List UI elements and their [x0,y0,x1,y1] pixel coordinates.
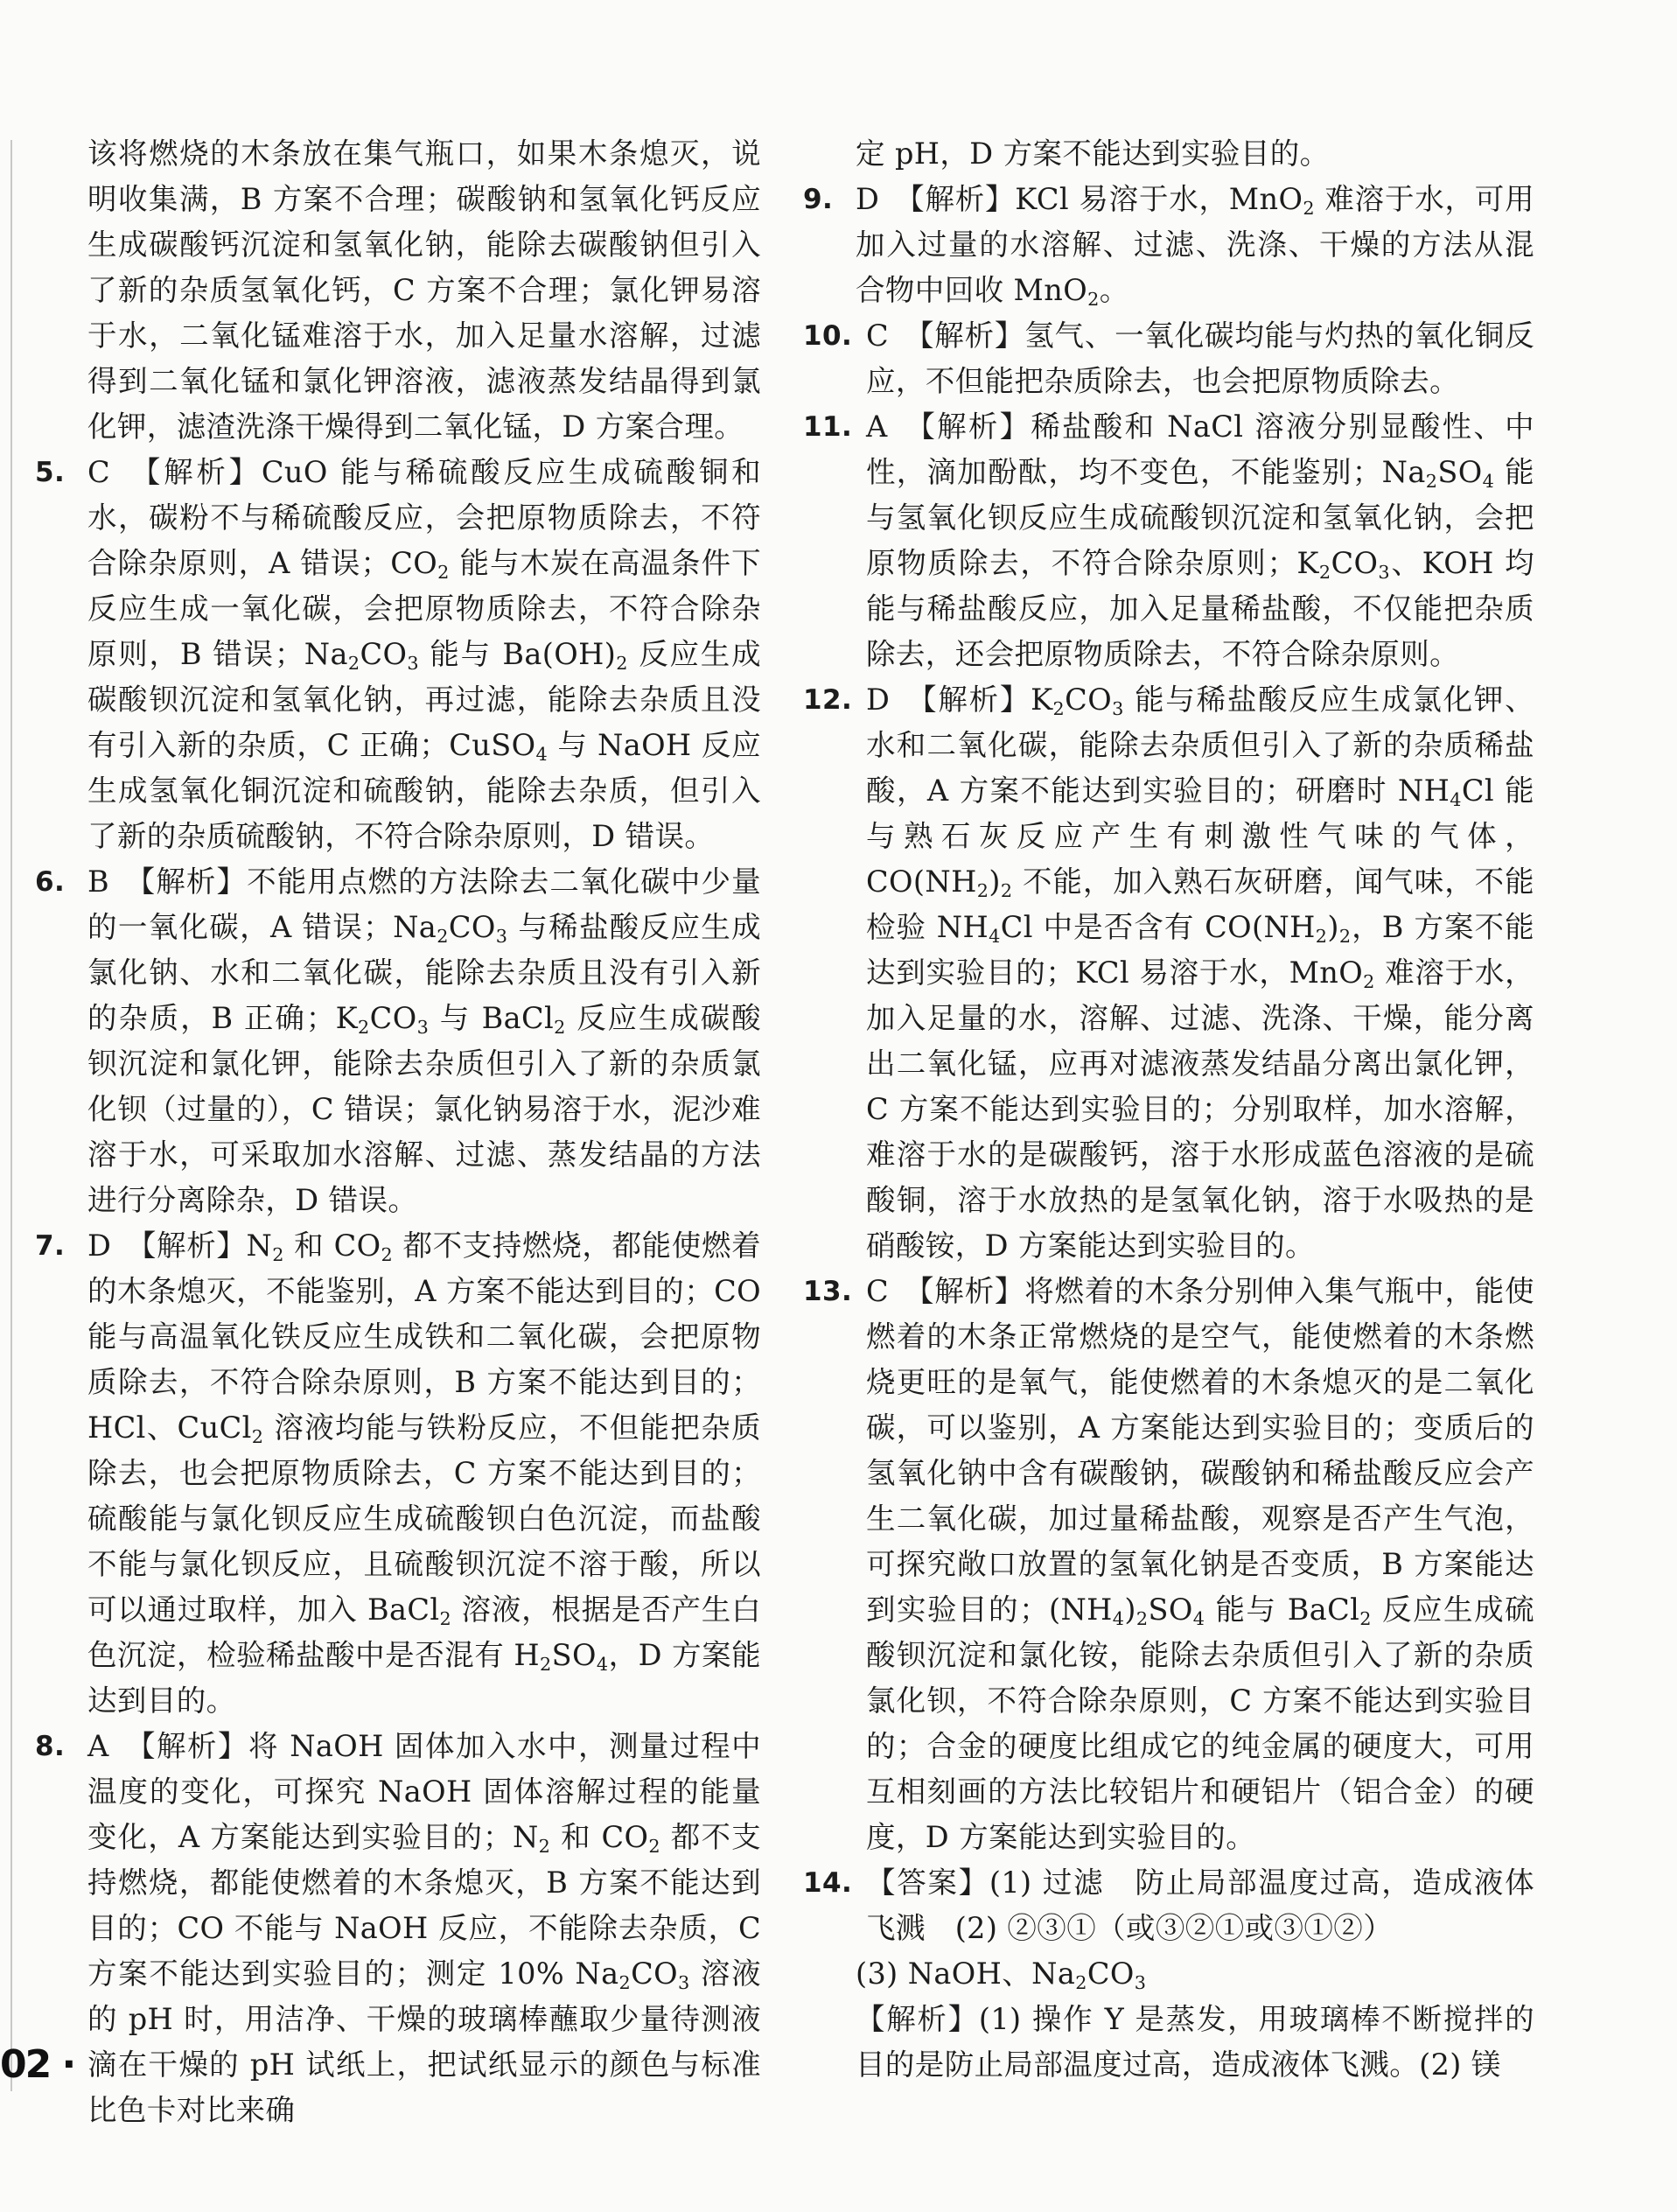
left-column [35,131,761,2133]
item-number: 11. [803,411,853,443]
item-text [856,1956,1146,1991]
text-run: 【答案】(1) 过滤 防止局部温度过高，造成液体飞溅 (2) ②③①（或③②①或③①②） [866,1866,1534,1945]
text-run: 【解析】(1) 操作 Y 是蒸发，用玻璃棒不断搅拌的目的是防止局部温度过高，造成液体飞溅。(2) 镁 [856,2002,1534,2082]
subscript: 2 [439,1607,452,1629]
continuation-text [803,1997,1534,2088]
continuation-text [803,1951,1534,1997]
item-number: 6. [35,866,66,898]
text-run: A 【解析】将 NaOH 固体加入水中，测量过程中温度的变化，可探究 NaOH 固体溶解过程的能量变化，A 方案能达到实验目的；N [87,1729,761,1854]
text-run: B 【解析】不能用点燃的方法除去二氧化碳中少量的一氧化碳，A 错误；Na [87,864,761,944]
subscript: 3 [678,1971,690,1993]
item-number: 8. [35,1731,66,1762]
subscript: 3 [1134,1971,1147,1993]
text-run: 都不支持燃烧，都能使燃着的木条熄灭，B 方案不能达到目的；CO 不能与 NaOH 反应，不能除去杂质，C 方案不能达到实验目的；测定 10% Na [87,1820,761,1991]
subscript: 2 [381,1243,394,1265]
answer-item-9 [803,177,1534,313]
subscript: 4 [1482,470,1495,492]
text-run: 与稀盐酸反应生成氯化钠、水和二氧化碳，能除去杂质且没有引入新的杂质，B 正确；K [87,910,762,1035]
subscript: 2 [1135,1607,1149,1629]
text-run: CO [1331,546,1379,580]
column-rule-left [10,140,12,2091]
subscript: 4 [535,743,549,765]
text-run: D 【解析】KCl 易溶于水，MnO [856,182,1303,216]
text-run: ，D 方案能达到目的。 [87,1638,761,1718]
subscript: 4 [1192,1607,1205,1629]
subscript: 2 [976,879,989,901]
subscript: 2 [1425,470,1438,492]
subscript: 2 [437,925,449,947]
text-run: SO [1437,455,1483,489]
text-run: 溶液的 pH 时，用洁净、干燥的玻璃棒蘸取少量待测液滴在干燥的 pH 试纸上，把试纸显示的颜色与标准比色卡对比来确 [87,1956,761,2127]
subscript: 2 [1359,1607,1372,1629]
subscript: 2 [616,652,628,674]
subscript: 2 [1338,925,1352,947]
subscript: 3 [1112,697,1124,719]
item-text [856,182,1534,310]
subscript: 4 [1112,1607,1125,1629]
item-text [87,455,761,853]
text-run: Cl 能与熟石灰反应产生有刺激性气味的气体，CO(NH [866,774,1534,899]
subscript: 2 [648,1835,661,1857]
continuation-text [803,131,1534,177]
answer-item-10 [803,313,1534,404]
text-run: ) [1124,1592,1136,1627]
item-number: 13. [803,1276,853,1307]
text-run: C 【解析】CuO 能与稀硫酸反应生成硫酸铜和水，碳粉不与稀硫酸反应，会把原物质除去，不符合除杂原则，A 错误；CO [87,455,761,580]
item-text [866,318,1534,398]
item-text [856,2002,1534,2082]
subscript: 2 [554,1016,566,1038]
item-number: 14. [803,1867,853,1899]
subscript: 2 [538,1835,551,1857]
answer-item-11 [803,404,1534,677]
item-text [87,136,761,444]
text-run: 反应生成碳酸钡沉淀和氯化钾，能除去杂质但引入了新的杂质氯化钡（过量的），C 错误；氯化钠易溶于水，泥沙难溶于水，可采取加水溶解、过滤、蒸发结晶的方法进行分离除杂，D 错误。 [87,1001,761,1217]
answer-item-13 [803,1269,1534,1860]
item-text [866,410,1534,671]
right-column [803,131,1534,2088]
text-run: 和 CO [550,1820,649,1854]
text-run: ) [989,864,1001,899]
subscript: 3 [407,652,419,674]
text-run: 溶液均能与铁粉反应，不但能把杂质除去，也会把原物质除去，C 方案不能达到目的；硫酸能与氯化钡反应生成硫酸钡白色沉淀，而盐酸不能与氯化钡反应，且硫酸钡沉淀不溶于酸，所以可以通过取样，加入 BaCl [87,1410,761,1627]
subscript: 3 [1378,561,1391,583]
text-run: 、KOH 均能与稀盐酸反应，加入足量稀盐酸，不仅能把杂质除去，还会把原物质除去，不符合除杂原则。 [866,546,1535,671]
text-run: CO [448,910,496,944]
continuation-text [35,131,761,450]
subscript: 2 [1075,1971,1087,1993]
subscript: 2 [618,1971,632,1993]
subscript: 2 [272,1243,284,1265]
answer-item-12 [803,677,1534,1269]
item-text [87,864,761,1217]
text-run: D 【解析】N [87,1228,273,1263]
text-run: C 【解析】氢气、一氧化碳均能与灼热的氧化铜反应，不但能把杂质除去，也会把原物质除去。 [866,318,1534,398]
subscript: 4 [596,1653,609,1675]
text-run: CO [631,1956,678,1991]
text-run: 能与氢氧化钡反应生成硫酸钡沉淀和氢氧化钠，会把原物质除去，不符合除杂原则；K [866,455,1535,580]
subscript: 2 [358,1016,370,1038]
item-number: 7. [35,1230,66,1262]
text-run: C 【解析】将燃着的木条分别伸入集气瓶中，能使燃着的木条正常燃烧的是空气，能使燃着的木条燃烧更旺的是氧气，能使燃着的木条熄灭的是二氧化碳，可以鉴别，A 方案能达到实验目的；变质后的氢氧化钠中含有碳酸钠，碳酸钠和稀盐酸反应会产生二氧化碳，加过量稀盐酸，观察是否产生气泡，可探究敞口放置的氢氧化钠是否变质，B 方案能达到实验目的；(NH [866,1274,1534,1627]
text-run: CO [369,1001,417,1035]
text-run: ) [1327,910,1339,944]
subscript: 2 [1000,879,1013,901]
subscript: 2 [1363,970,1375,992]
text-run: CO [360,637,408,671]
item-text [866,1274,1534,1854]
text-run: 溶液，根据是否产生白色沉淀，检验稀盐酸中是否混有 H [87,1592,761,1672]
text-run: 与 NaOH 反应生成氢氧化铜沉淀和硫酸钠，能除去杂质，但引入了新的杂质硫酸钠，不符合除杂原则，D 错误。 [87,728,761,853]
text-run: 能与稀盐酸反应生成氯化钾、水和二氧化碳，能除去杂质但引入了新的杂质稀盐酸，A 方案不能达到实验目的；研磨时 NH [866,682,1535,808]
subscript: 2 [437,561,450,583]
subscript: 2 [1087,288,1100,310]
text-run: SO [1148,1592,1193,1627]
item-number: 10. [803,320,853,352]
text-run: 反应生成碳酸钡沉淀和氢氧化钠，再过滤，能除去杂质且没有引入新的杂质，C 正确；CuSO [87,637,761,762]
text-run: D 【解析】K [866,682,1053,717]
text-run: 反应生成硫酸钡沉淀和氯化铵，能除去杂质但引入了新的杂质氯化钡，不符合除杂原则，C 方案不能达到实验目的；合金的硬度比组成它的纯金属的硬度大，可用互相刻画的方法比较铝片和硬铝片（铝合金）的硬度，D 方案能达到实验目的。 [866,1592,1534,1854]
text-run: ，B 方案不能达到实验目的；KCl 易溶于水，MnO [866,910,1534,990]
answer-item-6 [35,859,761,1223]
item-number: 9. [803,184,834,215]
text-run: 能与木炭在高温条件下反应生成一氧化碳，会把原物质除去，不符合除杂原则，B 错误；Na [87,546,761,671]
answer-item-8 [35,1724,761,2133]
text-run: CO [1065,682,1113,717]
subscript: 3 [495,925,508,947]
text-run: 能与 BaCl [1205,1592,1360,1627]
text-run: 。 [1099,273,1129,307]
subscript: 4 [1450,788,1462,810]
subscript: 2 [1303,197,1315,219]
page-number: 02 · [0,2042,75,2087]
text-run: (3) NaOH、Na [856,1956,1076,1991]
item-text [87,1729,761,2127]
text-run: Cl 中是否含有 CO(NH [1000,910,1316,944]
subscript: 2 [251,1425,264,1447]
subscript: 2 [1315,925,1328,947]
item-text [866,682,1534,1263]
text-run: 与 BaCl [429,1001,555,1035]
text-run: 该将燃烧的木条放在集气瓶口，如果木条熄灭，说明收集满，B 方案不合理；碳酸钠和氢氧化钙反应生成碳酸钙沉淀和氢氧化钠，能除去碳酸钠但引入了新的杂质氢氧化钙，C 方案不合理；氯化钾易溶于水，二氧化锰难溶于水，加入足量水溶解，过滤得到二氧化锰和氯化钾溶液，滤液蒸发结晶得到氯化钾，滤渣洗涤干燥得到二氧化锰，D 方案合理。 [87,136,761,444]
text-run: 难溶于水，可用加入过量的水溶解、过滤、洗涤、干燥的方法从混合物中回收 MnO [856,182,1534,307]
text-run: 能与 Ba(OH) [418,637,617,671]
answer-item-5 [35,450,761,859]
answer-item-7 [35,1223,761,1724]
item-text [866,1866,1534,1945]
text-run: 和 CO [283,1228,381,1263]
subscript: 4 [989,925,1001,947]
text-run: CO [1087,1956,1135,1991]
answer-item-14 [803,1860,1534,1951]
text-run: A 【解析】稀盐酸和 NaCl 溶液分别显酸性、中性，滴加酚酞，均不变色，不能鉴别；Na [866,410,1534,489]
subscript: 2 [347,652,360,674]
text-run: 难溶于水，加入足量的水，溶解、过滤、洗涤、干燥，能分离出二氧化锰，应再对滤液蒸发结晶分离出氯化钾，C 方案不能达到实验目的；分别取样，加水溶解，难溶于水的是碳酸钙，溶于水形成蓝色溶液的是硫酸铜，溶于水放热的是氢氧化钠，溶于水吸热的是硝酸铵，D 方案能达到实验目的。 [866,956,1534,1263]
subscript: 2 [540,1653,552,1675]
item-text [856,136,1330,171]
item-text [87,1228,761,1718]
text-run: SO [551,1638,597,1672]
text-run: 定 pH，D 方案不能达到实验目的。 [856,136,1330,171]
text-run: 都不支持燃烧，都能使燃着的木条熄灭，不能鉴别，A 方案不能达到目的；CO 能与高温氧化铁反应生成铁和二氧化碳，会把原物质除去，不符合除杂原则，B 方案不能达到目的；HCl、CuCl [87,1228,761,1445]
item-number: 5. [35,457,66,488]
subscript: 2 [1052,697,1066,719]
subscript: 3 [416,1016,430,1038]
subscript: 2 [1318,561,1331,583]
item-number: 12. [803,684,853,716]
text-run: 不能，加入熟石灰研磨，闻气味，不能检验 NH [866,864,1534,944]
